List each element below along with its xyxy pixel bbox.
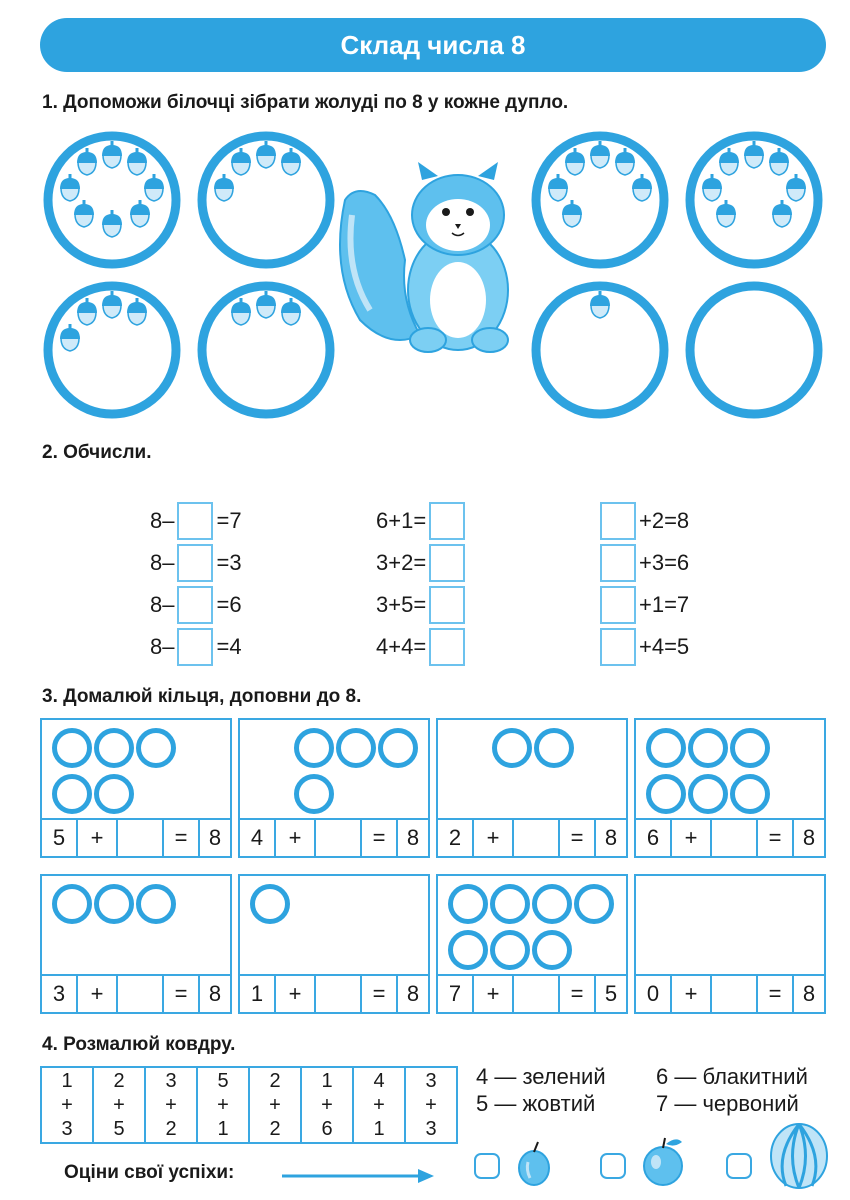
- rings-area[interactable]: [438, 720, 626, 820]
- blanket-cell-text: +: [217, 1094, 229, 1116]
- rings-area[interactable]: [240, 720, 428, 820]
- ring-card: [634, 874, 826, 1014]
- blanket-cell-text: +: [321, 1094, 333, 1116]
- blanket-cell-text: +: [269, 1094, 281, 1116]
- plus-sign: +: [474, 976, 514, 1012]
- blank-cell[interactable]: [118, 976, 164, 1012]
- blanket-cell-text: 5: [113, 1118, 125, 1140]
- blanket-cell-text: 1: [217, 1118, 229, 1140]
- blank-cell[interactable]: [316, 820, 362, 856]
- blanket-cell[interactable]: [249, 1067, 301, 1143]
- answer-box[interactable]: [429, 502, 465, 540]
- equals-sign: =: [758, 820, 794, 856]
- blanket-cell[interactable]: [41, 1067, 93, 1143]
- assess-label: Оціни свої успіхи:: [64, 1162, 235, 1183]
- equation-right: +2=8: [639, 508, 690, 533]
- answer-box[interactable]: [600, 628, 636, 666]
- equation-right: +1=7: [639, 592, 690, 617]
- answer-box[interactable]: [177, 628, 213, 666]
- equation-right: =6: [216, 592, 242, 617]
- blanket-cell[interactable]: [145, 1067, 197, 1143]
- task-1-heading: 1. Допоможи білочці зібрати жолуді по 8 у кожне дупло.: [42, 92, 569, 113]
- equation-right: =4: [216, 634, 242, 659]
- legend-green: 4 — зелений: [476, 1064, 606, 1089]
- ring: [378, 728, 418, 768]
- ring: [94, 728, 134, 768]
- plus-sign: +: [474, 820, 514, 856]
- ring: [688, 728, 728, 768]
- addend-a: 7: [438, 976, 474, 1012]
- answer-box[interactable]: [177, 544, 213, 582]
- task-3-heading: 3. Домалюй кільця, доповни до 8.: [42, 686, 362, 707]
- answer-box[interactable]: [600, 544, 636, 582]
- equation-col3-2: [600, 544, 689, 582]
- blanket-cell-text: 4: [373, 1070, 385, 1092]
- blank-cell[interactable]: [712, 976, 758, 1012]
- ring: [534, 728, 574, 768]
- arrow-icon: [282, 1166, 438, 1186]
- equation-left: 8–: [150, 550, 175, 575]
- blanket-cell-text: 2: [269, 1070, 281, 1092]
- equals-sign: =: [560, 820, 596, 856]
- blanket-cell-text: +: [373, 1094, 385, 1116]
- ring: [52, 884, 92, 924]
- ring: [646, 728, 686, 768]
- equation-right: =3: [216, 550, 242, 575]
- ring: [490, 930, 530, 970]
- blanket-cell-text: 1: [321, 1070, 333, 1092]
- ring: [94, 884, 134, 924]
- equation-left: 8–: [150, 634, 175, 659]
- plus-sign: +: [78, 820, 118, 856]
- ring: [574, 884, 614, 924]
- total: 8: [802, 825, 816, 850]
- ring-card: [436, 874, 628, 1014]
- squirrel-icon: [340, 162, 508, 352]
- plus-sign: +: [672, 820, 712, 856]
- equation-left: 6+1=: [376, 508, 427, 533]
- equation-col3-1: [600, 502, 689, 540]
- ring: [136, 884, 176, 924]
- ring: [688, 774, 728, 814]
- answer-box[interactable]: [177, 502, 213, 540]
- page-title: Склад числа 8: [40, 18, 826, 72]
- ring-card: [238, 718, 430, 858]
- equation-col2-3: [376, 586, 465, 624]
- equals-sign: =: [362, 820, 398, 856]
- equation-col1-1: [150, 502, 242, 540]
- legend-red: 7 — червоний: [656, 1091, 799, 1116]
- equation-col1-4: [150, 628, 242, 666]
- blanket-cell[interactable]: [197, 1067, 249, 1143]
- total: 5: [604, 981, 618, 1006]
- blanket-cell-text: 6: [321, 1118, 333, 1140]
- blanket-cell-text: 5: [217, 1070, 229, 1092]
- blanket-cell-text: 3: [61, 1118, 73, 1140]
- equation-col2-1: [376, 502, 465, 540]
- blanket-grid: [40, 1066, 458, 1144]
- plus-sign: +: [276, 820, 316, 856]
- rings-area[interactable]: [636, 720, 824, 820]
- blanket-cell[interactable]: [301, 1067, 353, 1143]
- blanket-cell[interactable]: [353, 1067, 405, 1143]
- ring-card: [436, 718, 628, 858]
- blanket-cell-text: 3: [165, 1070, 177, 1092]
- ring: [448, 884, 488, 924]
- assess-checkbox-1[interactable]: [474, 1153, 500, 1179]
- total: 8: [406, 825, 420, 850]
- equation-left: 8–: [150, 592, 175, 617]
- ring: [336, 728, 376, 768]
- equation-col1-2: [150, 544, 242, 582]
- equation-col3-4: [600, 628, 689, 666]
- equals-sign: =: [362, 976, 398, 1012]
- ring: [294, 774, 334, 814]
- equation-right: +4=5: [639, 634, 690, 659]
- ring-card: [40, 874, 232, 1014]
- blanket-cell[interactable]: [93, 1067, 145, 1143]
- total: 8: [406, 981, 420, 1006]
- watermelon-icon: [766, 1118, 832, 1190]
- plus-sign: +: [276, 976, 316, 1012]
- blanket-cell-text: +: [113, 1094, 125, 1116]
- total: 8: [604, 825, 618, 850]
- ring: [136, 728, 176, 768]
- blank-cell[interactable]: [514, 976, 560, 1012]
- rings-area[interactable]: [438, 876, 626, 976]
- apple-icon: [636, 1134, 690, 1188]
- assess-checkbox-3[interactable]: [726, 1153, 752, 1179]
- rings-area[interactable]: [636, 876, 824, 976]
- hollow-circle: [690, 286, 818, 414]
- ring-card: [40, 718, 232, 858]
- ring: [448, 930, 488, 970]
- blanket-cell-text: 3: [425, 1070, 437, 1092]
- equals-sign: =: [560, 976, 596, 1012]
- blank-cell[interactable]: [316, 976, 362, 1012]
- equation-col2-4: [376, 628, 465, 666]
- blanket-cell-text: +: [425, 1094, 437, 1116]
- plus-sign: +: [78, 976, 118, 1012]
- blanket-cell-text: 2: [113, 1070, 125, 1092]
- blank-cell[interactable]: [118, 820, 164, 856]
- ring-card: [634, 718, 826, 858]
- plum-icon: [512, 1138, 556, 1188]
- answer-box[interactable]: [177, 586, 213, 624]
- ring: [250, 884, 290, 924]
- answer-box[interactable]: [429, 544, 465, 582]
- legend-yellow: 5 — жовтий: [476, 1091, 596, 1116]
- equation-col2-2: [376, 544, 465, 582]
- answer-box[interactable]: [600, 502, 636, 540]
- equals-sign: =: [164, 976, 200, 1012]
- ring: [492, 728, 532, 768]
- answer-box[interactable]: [429, 628, 465, 666]
- equals-sign: =: [164, 820, 200, 856]
- equation-left: 3+5=: [376, 592, 427, 617]
- total: 8: [208, 825, 222, 850]
- ring: [532, 884, 572, 924]
- equals-sign: =: [758, 976, 794, 1012]
- answer-box[interactable]: [600, 586, 636, 624]
- ring: [52, 774, 92, 814]
- ring: [730, 774, 770, 814]
- equation-col1-3: [150, 586, 242, 624]
- equation-left: 8–: [150, 508, 175, 533]
- ring: [490, 884, 530, 924]
- ring: [52, 728, 92, 768]
- addend-a: 6: [636, 820, 672, 856]
- blank-cell[interactable]: [712, 820, 758, 856]
- blanket-cell-text: 1: [61, 1070, 73, 1092]
- addend-a: 0: [636, 976, 672, 1012]
- ring: [94, 774, 134, 814]
- ring: [532, 930, 572, 970]
- equation-right: =7: [216, 508, 242, 533]
- task-2-heading: 2. Обчисли.: [42, 442, 152, 463]
- blanket-cell-text: 1: [373, 1118, 385, 1140]
- addend-a: 1: [240, 976, 276, 1012]
- blanket-cell-text: +: [61, 1094, 73, 1116]
- equation-left: 3+2=: [376, 550, 427, 575]
- answer-box[interactable]: [429, 586, 465, 624]
- equation-right: +3=6: [639, 550, 690, 575]
- addend-a: 5: [42, 820, 78, 856]
- ring: [646, 774, 686, 814]
- blanket-cell-text: +: [165, 1094, 177, 1116]
- rings-area[interactable]: [42, 876, 230, 976]
- legend-lightblue: 6 — блакитний: [656, 1064, 808, 1089]
- total: 8: [208, 981, 222, 1006]
- blanket-cell[interactable]: [405, 1067, 457, 1143]
- ring: [730, 728, 770, 768]
- blanket-cell-text: 2: [165, 1118, 177, 1140]
- rings-area[interactable]: [42, 720, 230, 820]
- ring-card: [238, 874, 430, 1014]
- plus-sign: +: [672, 976, 712, 1012]
- equation-left: 4+4=: [376, 634, 427, 659]
- addend-a: 4: [240, 820, 276, 856]
- blanket-cell-text: 2: [269, 1118, 281, 1140]
- rings-area[interactable]: [240, 876, 428, 976]
- equation-col3-3: [600, 586, 689, 624]
- hollows-svg: [0, 0, 850, 440]
- blank-cell[interactable]: [514, 820, 560, 856]
- assess-checkbox-2[interactable]: [600, 1153, 626, 1179]
- ring: [294, 728, 334, 768]
- task-4-heading: 4. Розмалюй ковдру.: [42, 1034, 236, 1055]
- total: 8: [802, 981, 816, 1006]
- addend-a: 2: [438, 820, 474, 856]
- blanket-cell-text: 3: [425, 1118, 437, 1140]
- addend-a: 3: [42, 976, 78, 1012]
